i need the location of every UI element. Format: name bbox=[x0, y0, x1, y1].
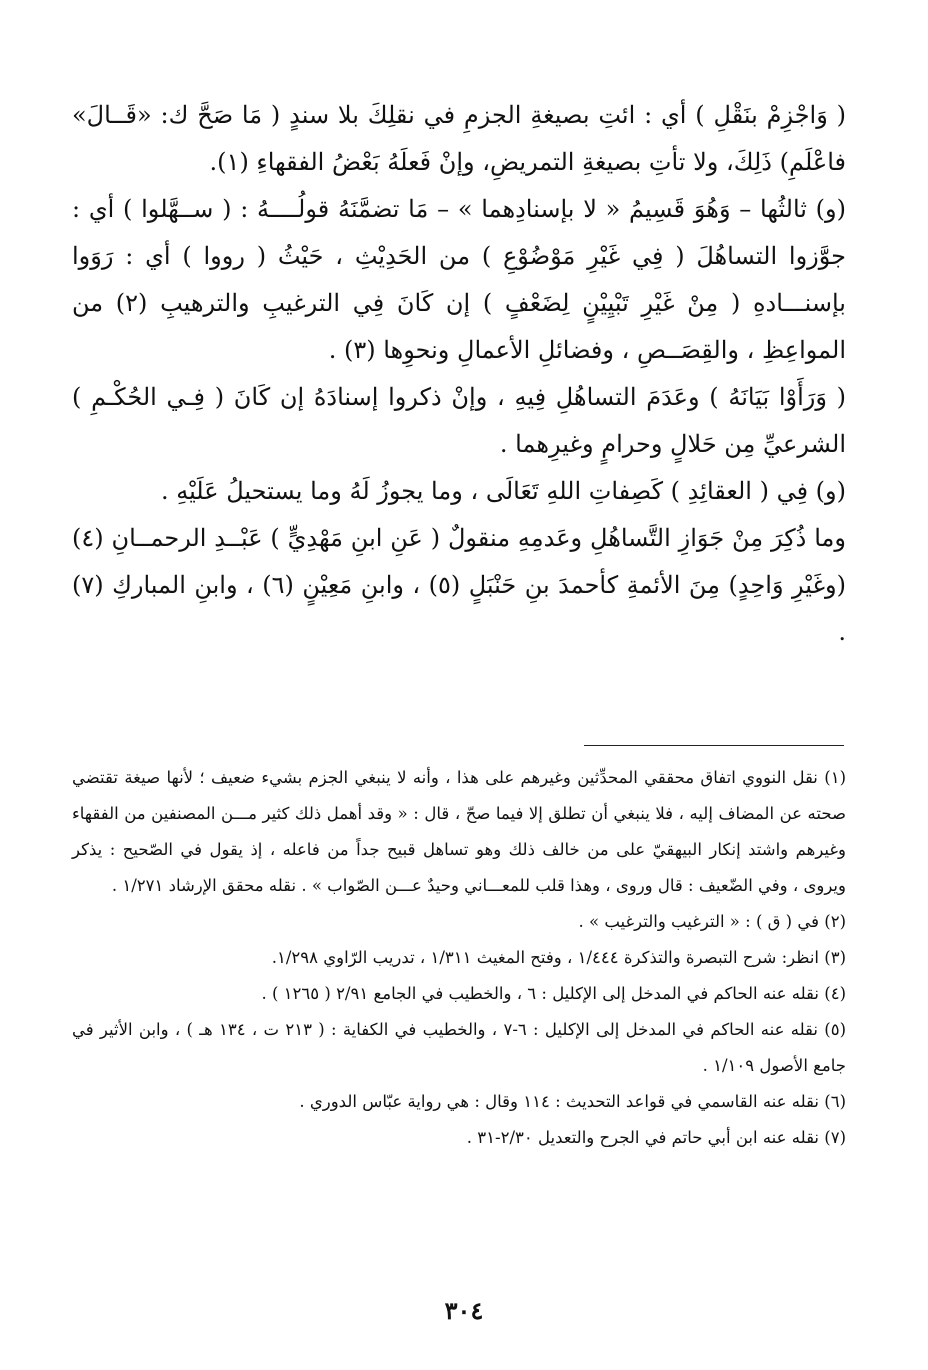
footnote-separator bbox=[584, 745, 844, 746]
main-paragraph: وما ذُكِرَ مِنْ جَوَازِ التَّساهُلِ وعَدمِهِ منقولٌ ( عَنِ ابنِ مَهْدِيٍّ ) عَبْــدِ الرحمــانِ (٤) (وغَيْرِ وَاحِدٍ) مِنَ الأئمةِ كأحمدَ بنِ حَنْبَلٍ (٥) ، وابنِ مَعِيْنٍ (٦) ، وابنِ المباركِ (٧) . bbox=[72, 524, 847, 646]
page-number: ٣٠٤ bbox=[444, 1296, 484, 1325]
footnotes bbox=[72, 760, 846, 1156]
footnote: (٧) نقله عنه ابن أبي حاتم في الجرح والتعديل ٢/٣٠-٣١ . bbox=[466, 1128, 846, 1147]
footnote: (٣) انظر: شرح التبصرة والتذكرة ١/٤٤٤ ، وفتح المغيث ١/٣١١ ، تدريب الرّاوي ١/٢٩٨. bbox=[271, 948, 846, 967]
main-paragraph: (و) فِي ( العقائِدِ ) كَصِفاتِ اللهِ تَعَالَى ، وما يجوزُ لَهُ وما يستحيلُ عَلَيْهِ . bbox=[160, 477, 846, 505]
footnote: (٥) نقله عنه الحاكم في المدخل إلى الإكليل : ٦-٧ ، والخطيب في الكفاية : ( ٢١٣ ت ، ١٣٤ هـ ) ، وابن الأثير في جامع الأصول ١/١٠٩ . bbox=[72, 1020, 847, 1075]
main-paragraph: (و) ثالثُها – وَهُوَ قَسِيمُ « لا بإسنادِهما » – مَا تضمَّنَهُ قولُــــهُ : ( ســهَّلوا ) أي : جوَّزوا التساهُلَ ( فِي غَيْرِ مَوْضُوْعِ ) من الحَدِيْثِ ، حَيْثُ ( رووا ) أي : رَوَوا بإسنـــادهِ ( مِنْ غَيْرِ تَبْيِيْنٍ لِضَعْفٍ ) إن كَانَ فِي الترغيبِ والترهيبِ (٢) من المواعِظِ ، والقِصَــصِ ، وفضائلِ الأعمالِ ونحوِها (٣) . bbox=[72, 195, 846, 364]
footnote: (٤) نقله عنه الحاكم في المدخل إلى الإكليل : ٦ ، والخطيب في الجامع ٢/٩١ ( ١٢٦٥ ) . bbox=[261, 984, 846, 1003]
main-paragraph: ( وَاجْزِمْ بنَقْلِ ) أي : ائتِ بصيغةِ الجزمِ في نقلِكَ بلا سندٍ ( مَا صَحَّ ك: «قَــالَ» فاعْلَمِ) ذَلِكَ، ولا تأتِ بصيغةِ التمريضِ، وإنْ فَعلَهُ بَعْضُ الفقهاءِ (١). bbox=[72, 101, 846, 176]
main-paragraph: ( وَرَأَوْا بَيَانَهُ ) وعَدَمَ التساهُلِ فِيهِ ، وإنْ ذكروا إسنادَهُ إن كَانَ ( فِـي الحُكْـمِ ) الشرعيِّ مِن حَلالٍ وحرامٍ وغيرِهما . bbox=[72, 383, 846, 458]
footnote: (٢) في ( ق ) : « الترغيب والترغيب » . bbox=[578, 912, 846, 931]
main-text bbox=[72, 92, 846, 656]
footnote: (١) نقل النووي اتفاق محققي المحدِّثين وغيرهم على هذا ، وأنه لا ينبغي الجزم بشيء ضعيف ؛ لأنها صيغة تقتضي صحته عن المضاف إليه ، فلا ينبغي أن تطلق إلا فيما صحّ ، قال : « وقد أهمل ذلك كثير مـــن المصنفين من الفقهاء وغيرهم واشتد إنكار البيهقيّ على من خالف ذلك وهو تساهل قبيح جداً من فاعله ، إذ يقول في الصّحيح : يذكر ويروى ، وفي الضّعيف : قال وروى ، وهذا قلب للمعـــاني وحيدٌ عـــن الصّواب » . نقله محقق الإرشاد ١/٢٧١ . bbox=[72, 768, 846, 895]
footnote: (٦) نقله عنه القاسمي في قواعد التحديث : ١١٤ وقال : هي رواية عبّاس الدوري . bbox=[299, 1092, 846, 1111]
